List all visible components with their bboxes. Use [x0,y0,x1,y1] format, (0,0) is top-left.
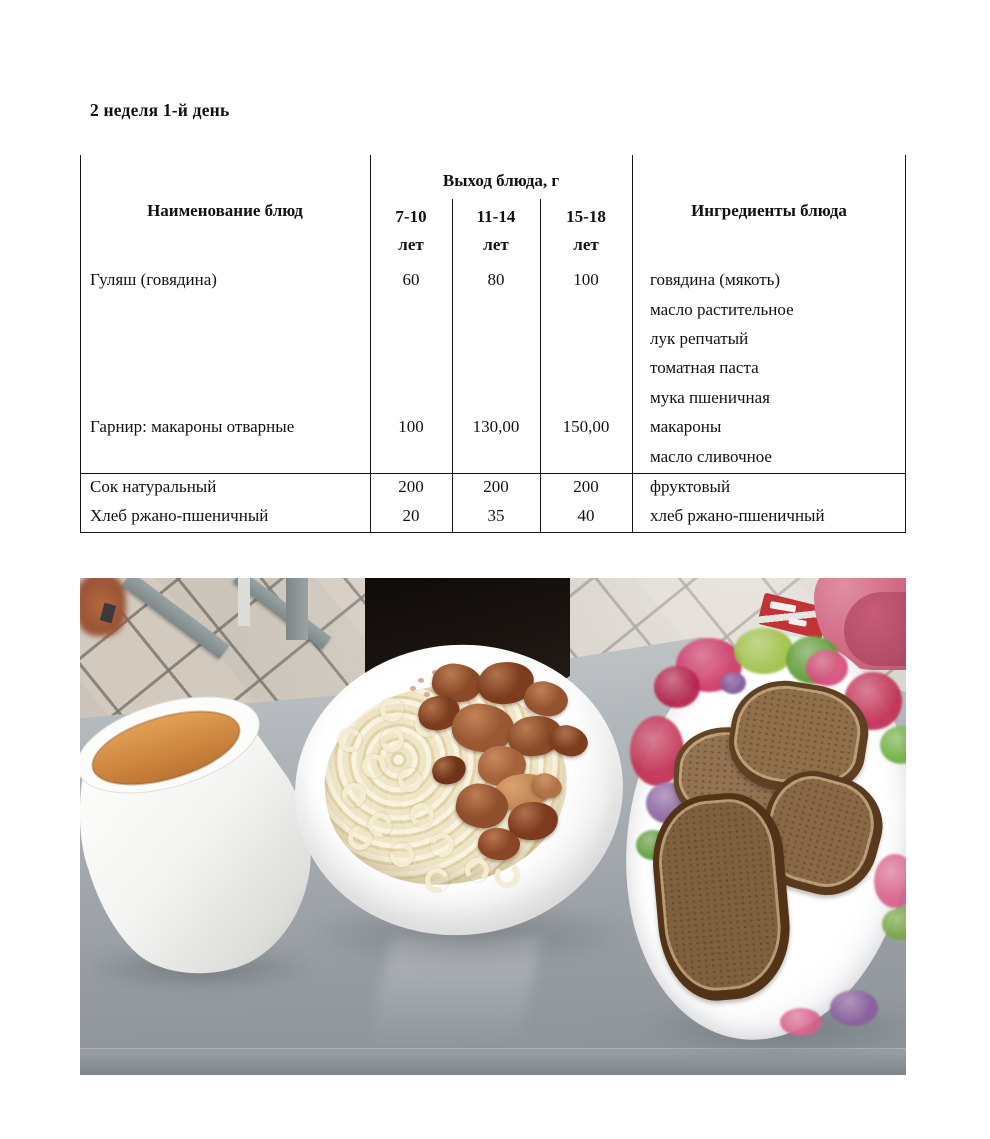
dish-name-cell: Хлеб ржано-пшеничный [90,506,269,525]
age-range: 11-14 [476,207,516,226]
dish-name-cell: Гуляш (говядина) [90,270,217,289]
header-output: Выход блюда, г [442,171,560,190]
dish-name-cell: Гарнир: макароны отварные [90,417,295,436]
juice-mug [80,690,320,982]
ingredient-cell: масло растительное [650,300,794,319]
header-age-15-18 [540,203,632,259]
card-text-mark [770,601,797,612]
flower-decoration [780,1008,822,1036]
age-unit: лет [573,235,599,254]
header-age-11-14 [452,203,540,259]
portion-cell-7-10: 100 [398,417,424,436]
ingredient-cell: хлеб ржано-пшеничный [650,506,825,525]
ingredient-cell: масло сливочное [650,447,772,466]
portion-cell-11-14: 130,00 [472,417,520,436]
meal-photo [80,578,906,1075]
table-border-bottom [80,532,906,533]
age-unit: лет [398,235,424,254]
ingredient-cell: лук репчатый [650,329,749,348]
header-ingredients: Ингредиенты блюда [691,201,847,220]
ingredient-cell: фруктовый [650,477,731,496]
portion-cell-15-18: 100 [573,270,599,289]
ingredient-cell: макароны [650,417,722,436]
flower-decoration [654,666,700,708]
dish-name-cell: Сок натуральный [90,477,217,496]
ingredient-cell: мука пшеничная [650,388,770,407]
ingredient-cell: томатная паста [650,358,759,377]
card-text-mark [788,618,807,627]
header-age-7-10 [370,203,452,259]
portion-cell-11-14: 80 [487,270,505,289]
header-dish-name: Наименование блюд [147,201,303,220]
table-leg [286,578,308,640]
menu-table [80,155,906,533]
age-range: 7-10 [395,207,427,226]
portion-cell-15-18: 150,00 [562,417,610,436]
leaf-decoration [734,628,794,674]
ingredient-cell: говядина (мякоть) [650,270,781,289]
age-range: 15-18 [566,207,606,226]
portion-cell-15-18: 40 [577,506,595,525]
portion-cell-7-10: 20 [402,506,420,525]
portion-cell-7-10: 60 [402,270,420,289]
page-title: 2 неделя 1-й день [90,100,230,120]
wall-pipe [238,578,250,626]
age-unit: лет [483,235,509,254]
portion-cell-11-14: 200 [483,477,509,496]
flower-decoration [806,650,848,686]
crumb [410,686,416,691]
portion-cell-7-10: 200 [398,477,424,496]
crumb [424,692,430,697]
pink-chair-seat [844,592,906,666]
flower-decoration [830,990,878,1026]
portion-cell-11-14: 35 [487,506,505,525]
crumb [418,678,424,683]
flower-decoration [720,672,746,694]
portion-cell-15-18: 200 [573,477,599,496]
